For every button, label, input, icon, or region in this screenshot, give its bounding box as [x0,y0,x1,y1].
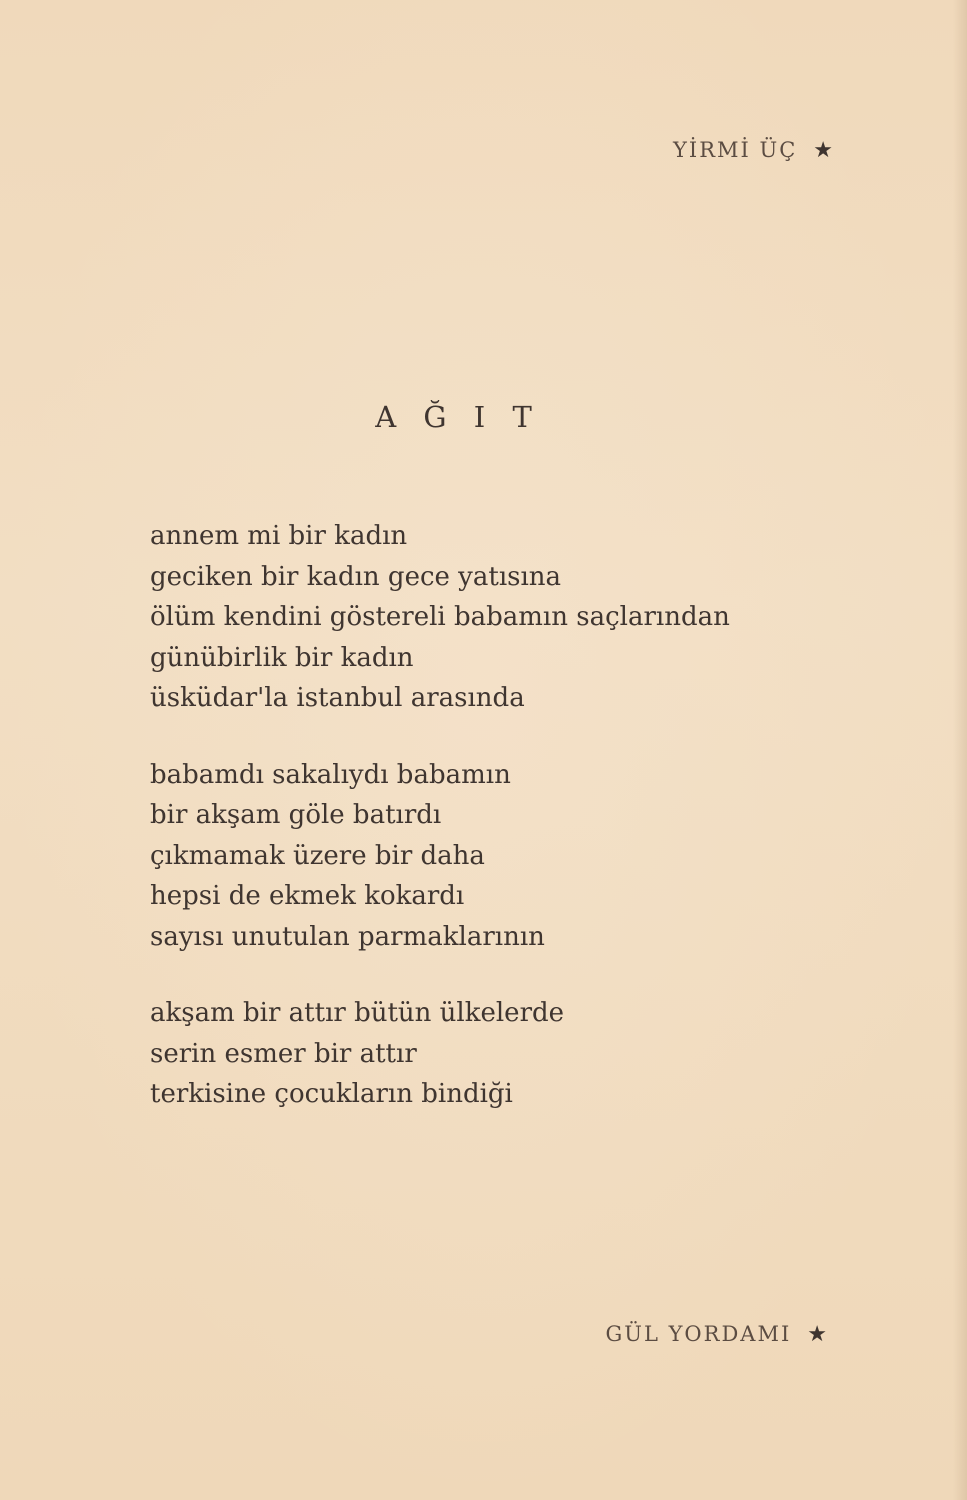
poem-line: annem mi bir kadın [150,521,408,551]
poem-line: geciken bir kadın gece yatısına [150,561,562,592]
stanza-1 [150,516,830,719]
poem-line: günübirlik bir kadın [150,642,414,673]
poem-line: babamdı sakalıydı babamın [150,759,511,790]
page-edge-shadow [953,0,967,1500]
poem-line: ölüm kendini göstereli babamın saçlarından [150,602,730,632]
star-icon: ★ [813,138,833,163]
poem-line: bir akşam göle batırdı [150,800,442,830]
stanza-2 [150,755,830,958]
poem-line: üsküdar'la istanbul arasında [150,683,525,713]
running-footer [605,1322,827,1347]
poem-line: terkisine çocukların bindiği [150,1079,513,1109]
stanza-3 [150,993,830,1115]
poem-line: serin esmer bir attır [150,1038,417,1069]
poem-line: sayısı unutulan parmaklarının [150,921,545,952]
poem-body [150,516,830,1151]
running-header [673,138,833,163]
star-icon: ★ [807,1322,827,1347]
poem-line: hepsi de ekmek kokardı [150,881,465,911]
poem-title: A Ğ I T [375,400,541,434]
poem-line: akşam bir attır bütün ülkelerde [150,998,565,1028]
running-title: YİRMİ ÜÇ [673,138,798,162]
poem-line: çıkmamak üzere bir daha [150,840,485,871]
book-title: GÜL YORDAMI [605,1322,792,1346]
